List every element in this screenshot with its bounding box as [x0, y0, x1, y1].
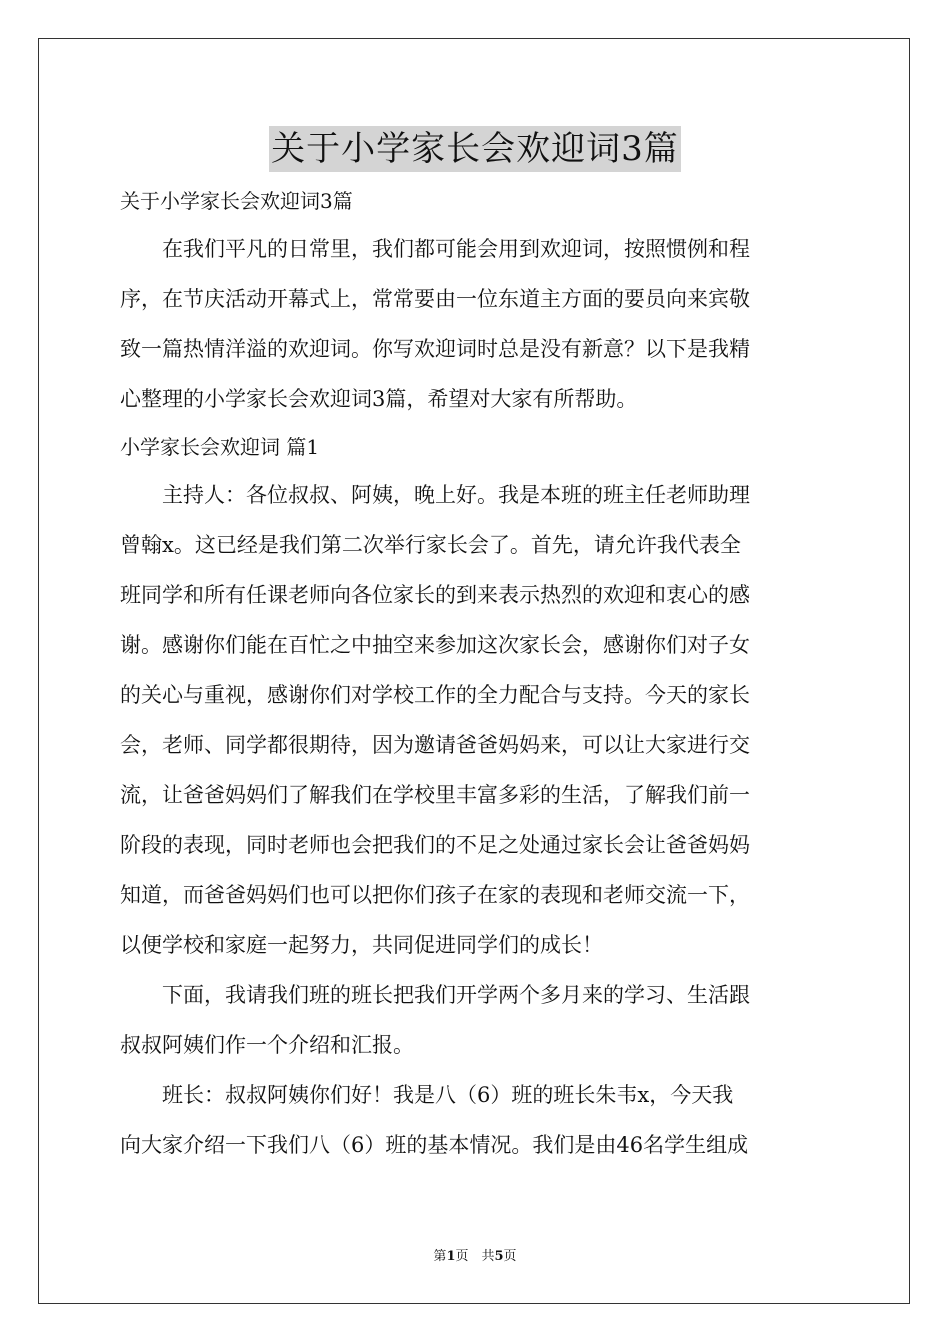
- text-line: 会，老师、同学都很期待，因为邀请爸爸妈妈来，可以让大家进行交: [120, 733, 750, 757]
- text-line: 叔叔阿姨们作一个介绍和汇报。: [120, 1033, 414, 1057]
- text-line: 致一篇热情洋溢的欢迎词。你写欢迎词时总是没有新意？以下是我精: [120, 337, 750, 361]
- text-line: 以便学校和家庭一起努力，共同促进同学们的成长！: [120, 933, 603, 957]
- intro-paragraph: [120, 224, 832, 424]
- text-line: 谢。感谢你们能在百忙之中抽空来参加这次家长会，感谢你们对子女: [120, 633, 750, 657]
- paragraph-host-speech: [120, 470, 832, 970]
- text-line: 向大家介绍一下我们八（6）班的基本情况。我们是由46名学生组成: [120, 1133, 749, 1157]
- paragraph-monitor-speech: [120, 1070, 832, 1170]
- text-line: 序，在节庆活动开幕式上，常常要由一位东道主方面的要员向来宾敬: [120, 287, 750, 311]
- text-line: 曾翰x。这已经是我们第二次举行家长会了。首先，请允许我代表全: [120, 533, 741, 557]
- text-line: 阶段的表现，同时老师也会把我们的不足之处通过家长会让爸爸妈妈: [120, 833, 750, 857]
- paragraph-introduction: [120, 970, 832, 1070]
- page-label-suffix: 页: [503, 1249, 517, 1264]
- page-label-mid: 页 共: [455, 1249, 495, 1264]
- page-total: 5: [494, 1249, 504, 1264]
- page-current: 1: [446, 1249, 456, 1264]
- text-line: 流，让爸爸妈妈们了解我们在学校里丰富多彩的生活，了解我们前一: [120, 783, 750, 807]
- page-footer: [0, 1249, 950, 1265]
- text-line: 在我们平凡的日常里，我们都可能会用到欢迎词，按照惯例和程: [120, 237, 750, 261]
- document-title: 关于小学家长会欢迎词3篇: [269, 126, 681, 172]
- text-line: 班同学和所有任课老师向各位家长的到来表示热烈的欢迎和衷心的感: [120, 583, 750, 607]
- text-line: 班长：叔叔阿姨你们好！我是八（6）班的班长朱韦x，今天我: [120, 1083, 734, 1107]
- document-body: [120, 178, 832, 1170]
- text-line: 心整理的小学家长会欢迎词3篇，希望对大家有所帮助。: [120, 387, 638, 411]
- title-container: [0, 126, 950, 172]
- page-label-prefix: 第: [433, 1249, 447, 1264]
- document-subtitle: 关于小学家长会欢迎词3篇: [120, 189, 353, 213]
- section-heading: 小学家长会欢迎词 篇1: [120, 435, 320, 459]
- text-line: 知道，而爸爸妈妈们也可以把你们孩子在家的表现和老师交流一下，: [120, 883, 750, 907]
- text-line: 下面，我请我们班的班长把我们开学两个多月来的学习、生活跟: [120, 983, 750, 1007]
- text-line: 的关心与重视，感谢你们对学校工作的全力配合与支持。今天的家长: [120, 683, 750, 707]
- text-line: 主持人：各位叔叔、阿姨，晚上好。我是本班的班主任老师助理: [120, 483, 750, 507]
